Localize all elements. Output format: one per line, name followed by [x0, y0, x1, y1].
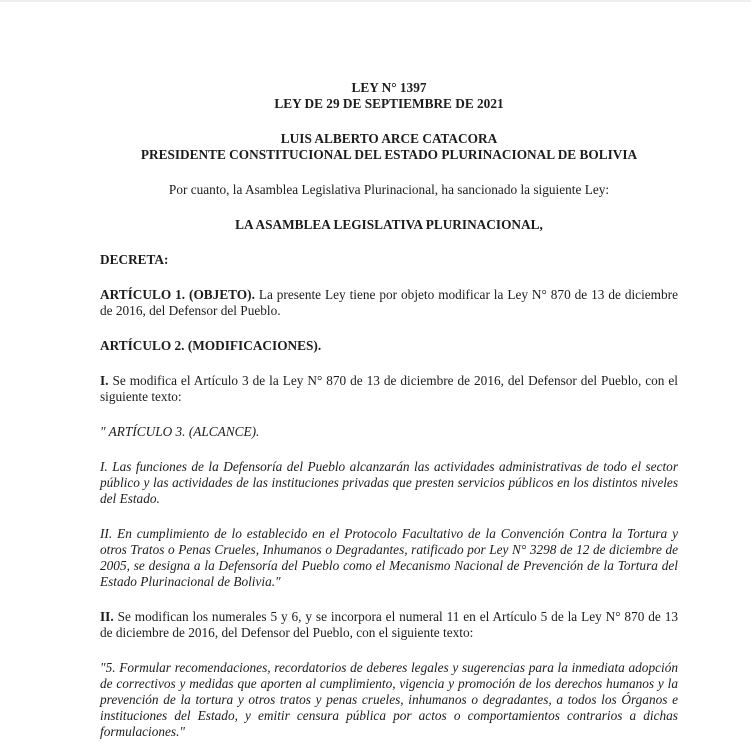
decree-heading: DECRETA:	[100, 252, 169, 267]
section-2-body: Se modifican los numerales 5 y 6, y se incorpora el numeral 11 en el Artículo 5 de la Ley N° 870 de 13 de diciembre de 2016, del Defensor del Pueblo, con el siguiente texto:	[100, 609, 678, 640]
section-1-paragraph	[100, 373, 678, 405]
section-2-paragraph	[100, 609, 678, 641]
president-title: PRESIDENTE CONSTITUCIONAL DEL ESTADO PLURINACIONAL DE BOLIVIA	[140, 147, 638, 162]
law-title-block	[100, 80, 678, 112]
section-1-lead: I.	[100, 373, 109, 388]
president-block	[100, 131, 678, 163]
article-2-heading: ARTÍCULO 2. (MODIFICACIONES).	[100, 338, 322, 353]
quoted-numeral-5-paragraph: "5. Formular recomendaciones, recordatorios de deberes legales y sugerencias para la inmediata adopción de correctivos y medidas que aporten al cumplimiento, vigencia y promoción de los derechos humanos y la prevención de la tortura y otros tratos y penas crueles, inhumanos o degradantes, a todos los Órganos e instituciones del Estado, y emitir censura pública por actos o comportamientos contrarios a dichas formulaciones."	[100, 660, 678, 739]
assembly-heading: LA ASAMBLEA LEGISLATIVA PLURINACIONAL,	[235, 217, 543, 232]
article-1-lead: ARTÍCULO 1. (OBJETO).	[100, 287, 255, 302]
section-1-body: Se modifica el Artículo 3 de la Ley N° 870 de 13 de diciembre de 2016, del Defensor del Pueblo, con el siguiente texto:	[100, 373, 678, 404]
quoted-article-3-paragraph-1: I. Las funciones de la Defensoría del Pueblo alcanzarán las actividades administrativas de todo el sector público y las actividades de las instituciones privadas que presten servicios públicos en los distintos niveles del Estado.	[100, 459, 678, 506]
article-1-paragraph	[100, 287, 678, 319]
article-1-body: La presente Ley tiene por objeto modificar la Ley N° 870 de 13 de diciembre de 2016, del Defensor del Pueblo.	[100, 287, 678, 318]
quoted-article-3-heading: " ARTÍCULO 3. (ALCANCE).	[100, 424, 260, 439]
quoted-article-3-paragraph-2: II. En cumplimiento de lo establecido en el Protocolo Facultativo de la Convención Contra la Tortura y otros Tratos o Penas Crueles, Inhumanos o Degradantes, ratificado por Ley N° 3298 de 12 de diciembre de 2005, se designa a la Defensoría del Pueblo como el Mecanismo Nacional de Prevención de la Tortura del Estado Plurinacional de Bolivia."	[100, 526, 678, 589]
president-name: LUIS ALBERTO ARCE CATACORA	[280, 131, 498, 146]
law-date: LEY DE 29 DE SEPTIEMBRE DE 2021	[274, 96, 504, 111]
section-2-lead: II.	[100, 609, 114, 624]
preamble: Por cuanto, la Asamblea Legislativa Plurinacional, ha sancionado la siguiente Ley:	[168, 182, 610, 197]
law-number: LEY N° 1397	[351, 80, 427, 95]
document-page	[0, 2, 751, 756]
